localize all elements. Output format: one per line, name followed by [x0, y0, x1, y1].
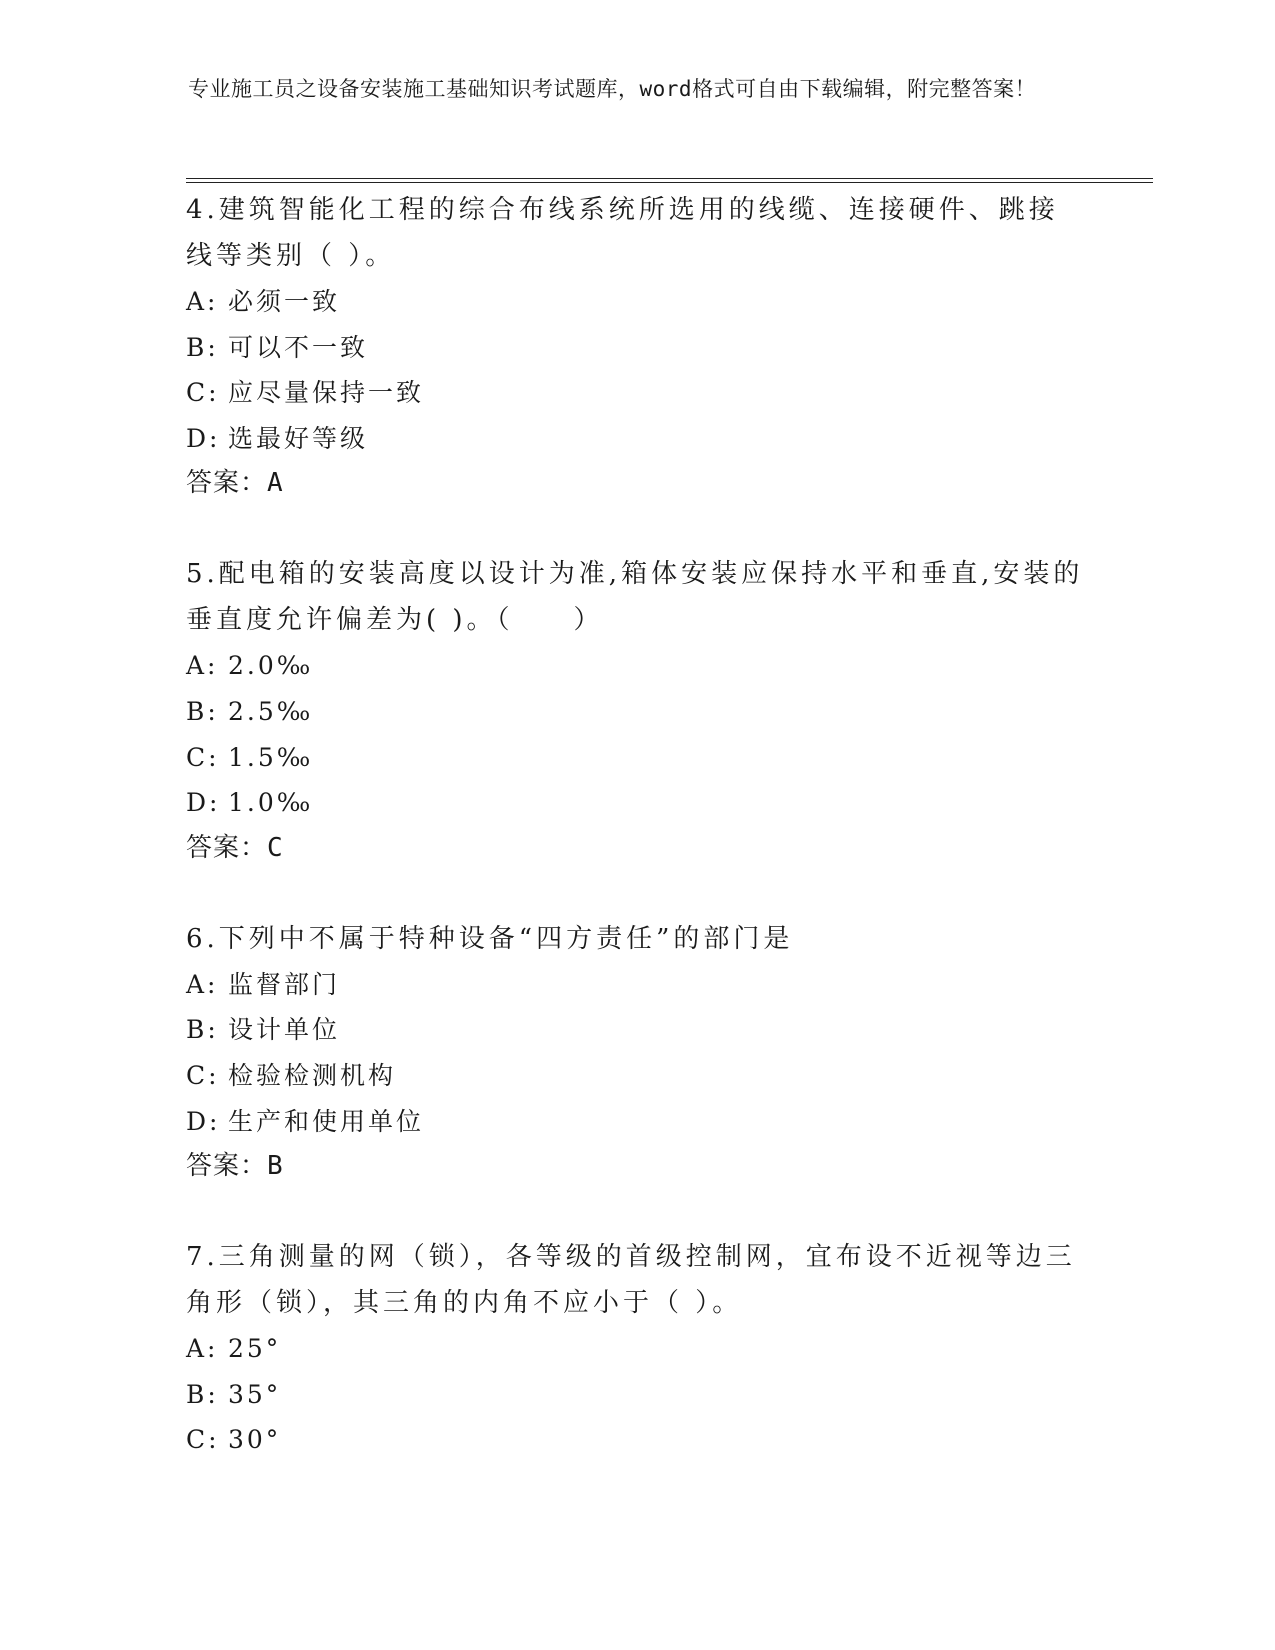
option-text: 30° [228, 1425, 282, 1455]
answer-option [186, 1007, 1086, 1053]
answer-option [186, 962, 1086, 1008]
option-text: 可以不一致 [228, 332, 369, 362]
answer-option [186, 1053, 1086, 1099]
option-key: B: [186, 1379, 219, 1409]
option-key: A: [186, 969, 219, 999]
option-text: 设计单位 [228, 1015, 341, 1045]
option-text: 检验检测机构 [228, 1060, 397, 1090]
question-block [186, 187, 1086, 506]
answer-option [186, 780, 1086, 826]
option-key: B: [186, 696, 219, 726]
option-key: A: [186, 1334, 219, 1364]
answer-option [186, 370, 1086, 416]
option-text: 应尽量保持一致 [228, 378, 425, 408]
option-text: 35° [228, 1379, 282, 1409]
option-text: 选最好等级 [228, 423, 369, 453]
option-text: 生产和使用单位 [228, 1106, 425, 1136]
option-key: D: [186, 788, 221, 818]
header-divider [186, 178, 1153, 183]
option-text: 监督部门 [228, 969, 341, 999]
question-block [186, 551, 1086, 870]
question-stem: 7.三角测量的网（锁），各等级的首级控制网，宜布设不近视等边三角形（锁），其三角的内角不应小于（ ）。 [186, 1242, 1076, 1319]
answer-option [186, 689, 1086, 735]
option-text: 2.5‰ [228, 696, 314, 726]
option-key: A: [186, 651, 219, 681]
option-key: C: [186, 1425, 220, 1455]
option-key: D: [186, 1106, 221, 1136]
answer-line: 答案：C [186, 832, 284, 863]
answer-option [186, 1099, 1086, 1145]
question-list [186, 187, 1086, 1508]
answer-line: 答案：A [186, 468, 284, 499]
option-text: 2.0‰ [228, 651, 314, 681]
option-key: A: [186, 287, 219, 316]
question-stem: 5.配电箱的安装高度以设计为准,箱体安装应保持水平和垂直,安装的垂直度允许偏差为( )。（ ） [186, 559, 1084, 636]
answer-option [186, 416, 1086, 462]
option-key: B: [186, 332, 219, 362]
option-text: 必须一致 [228, 287, 341, 316]
question-stem: 6.下列中不属于特种设备“四方责任”的部门是 [186, 923, 794, 954]
option-key: C: [186, 1060, 220, 1090]
answer-option [186, 1417, 1086, 1463]
answer-option [186, 1326, 1086, 1372]
option-text: 1.0‰ [228, 788, 314, 818]
answer-option [186, 735, 1086, 781]
document-header: 专业施工员之设备安装施工基础知识考试题库，word格式可自由下载编辑，附完整答案！ [188, 77, 1037, 101]
question-block [186, 1234, 1086, 1463]
option-key: B: [186, 1015, 219, 1045]
option-key: D: [186, 423, 221, 453]
answer-option [186, 643, 1086, 689]
question-block [186, 916, 1086, 1189]
answer-option [186, 1372, 1086, 1418]
option-text: 1.5‰ [228, 742, 314, 772]
answer-option [186, 279, 1086, 325]
option-key: C: [186, 378, 220, 408]
option-key: C: [186, 742, 220, 772]
question-stem: 4.建筑智能化工程的综合布线系统所选用的线缆、连接硬件、跳接线等类别（ ）。 [186, 195, 1059, 271]
option-text: 25° [228, 1334, 282, 1364]
answer-line: 答案：B [186, 1151, 284, 1182]
answer-option [186, 325, 1086, 371]
